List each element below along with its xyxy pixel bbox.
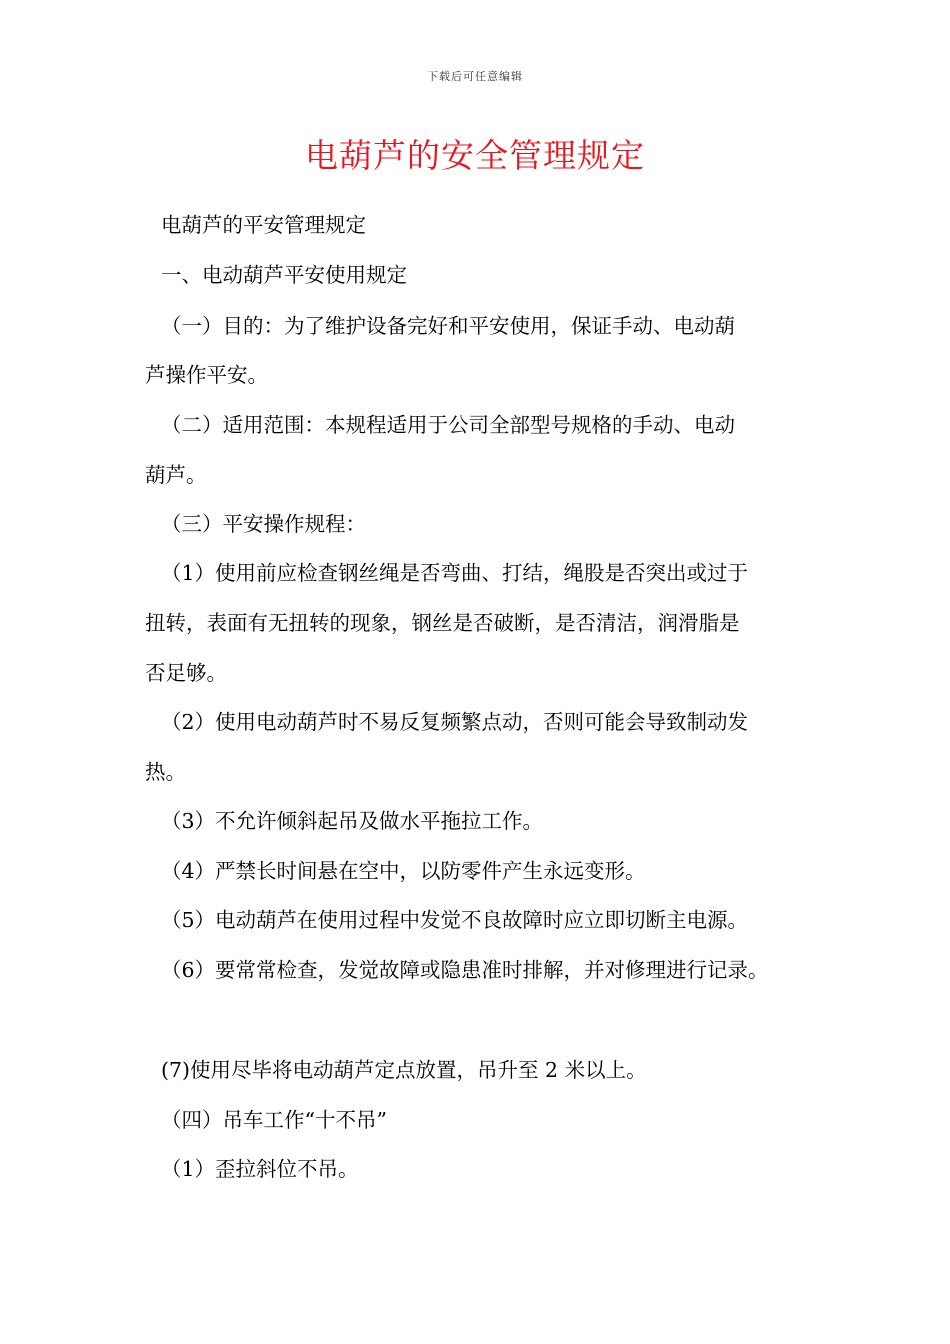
paragraph-section-1: 一、电动葫芦平安使用规定 — [161, 263, 407, 287]
paragraph-item-4: （4）严禁长时间悬在空中，以防零件产生永远变形。 — [161, 859, 646, 883]
paragraph-item-5: （5）电动葫芦在使用过程中发觉不良故障时应立即切断主电源。 — [161, 908, 749, 932]
document-title: 电葫芦的安全管理规定 — [305, 136, 645, 175]
paragraph-purpose-cont: 芦操作平安。 — [145, 363, 268, 387]
paragraph-item-2-cont: 热。 — [145, 760, 186, 784]
paragraph-section-4: （四）吊车工作“十不吊” — [161, 1108, 387, 1132]
paragraph-procedure: （三）平安操作规程： — [161, 512, 366, 536]
paragraph-scope-cont: 葫芦。 — [145, 463, 207, 487]
paragraph-scope: （二）适用范围：本规程适用于公司全部型号规格的手动、电动 — [161, 413, 735, 437]
header-note: 下载后可任意编辑 — [427, 70, 523, 83]
paragraph-item-2: （2）使用电动葫芦时不易反复频繁点动，否则可能会导致制动发 — [161, 710, 749, 734]
paragraph-subtitle: 电葫芦的平安管理规定 — [161, 213, 366, 237]
paragraph-item-7: (7)使用尽毕将电动葫芦定点放置，吊升至 2 米以上。 — [161, 1058, 647, 1082]
paragraph-item-1-end: 否足够。 — [145, 661, 227, 685]
paragraph-item-3: （3）不允许倾斜起吊及做水平拖拉工作。 — [161, 809, 544, 833]
paragraph-item-1: （1）使用前应检查钢丝绳是否弯曲、打结，绳股是否突出或过于 — [161, 561, 749, 585]
paragraph-item-1-cont: 扭转，表面有无扭转的现象，钢丝是否破断，是否清洁，润滑脂是 — [145, 611, 740, 635]
paragraph-item-6: （6）要常常检查，发觉故障或隐患准时排解，并对修理进行记录。 — [161, 958, 769, 982]
paragraph-purpose: （一）目的：为了维护设备完好和平安使用，保证手动、电动葫 — [161, 314, 735, 338]
paragraph-rule-1: （1）歪拉斜位不吊。 — [161, 1157, 359, 1181]
